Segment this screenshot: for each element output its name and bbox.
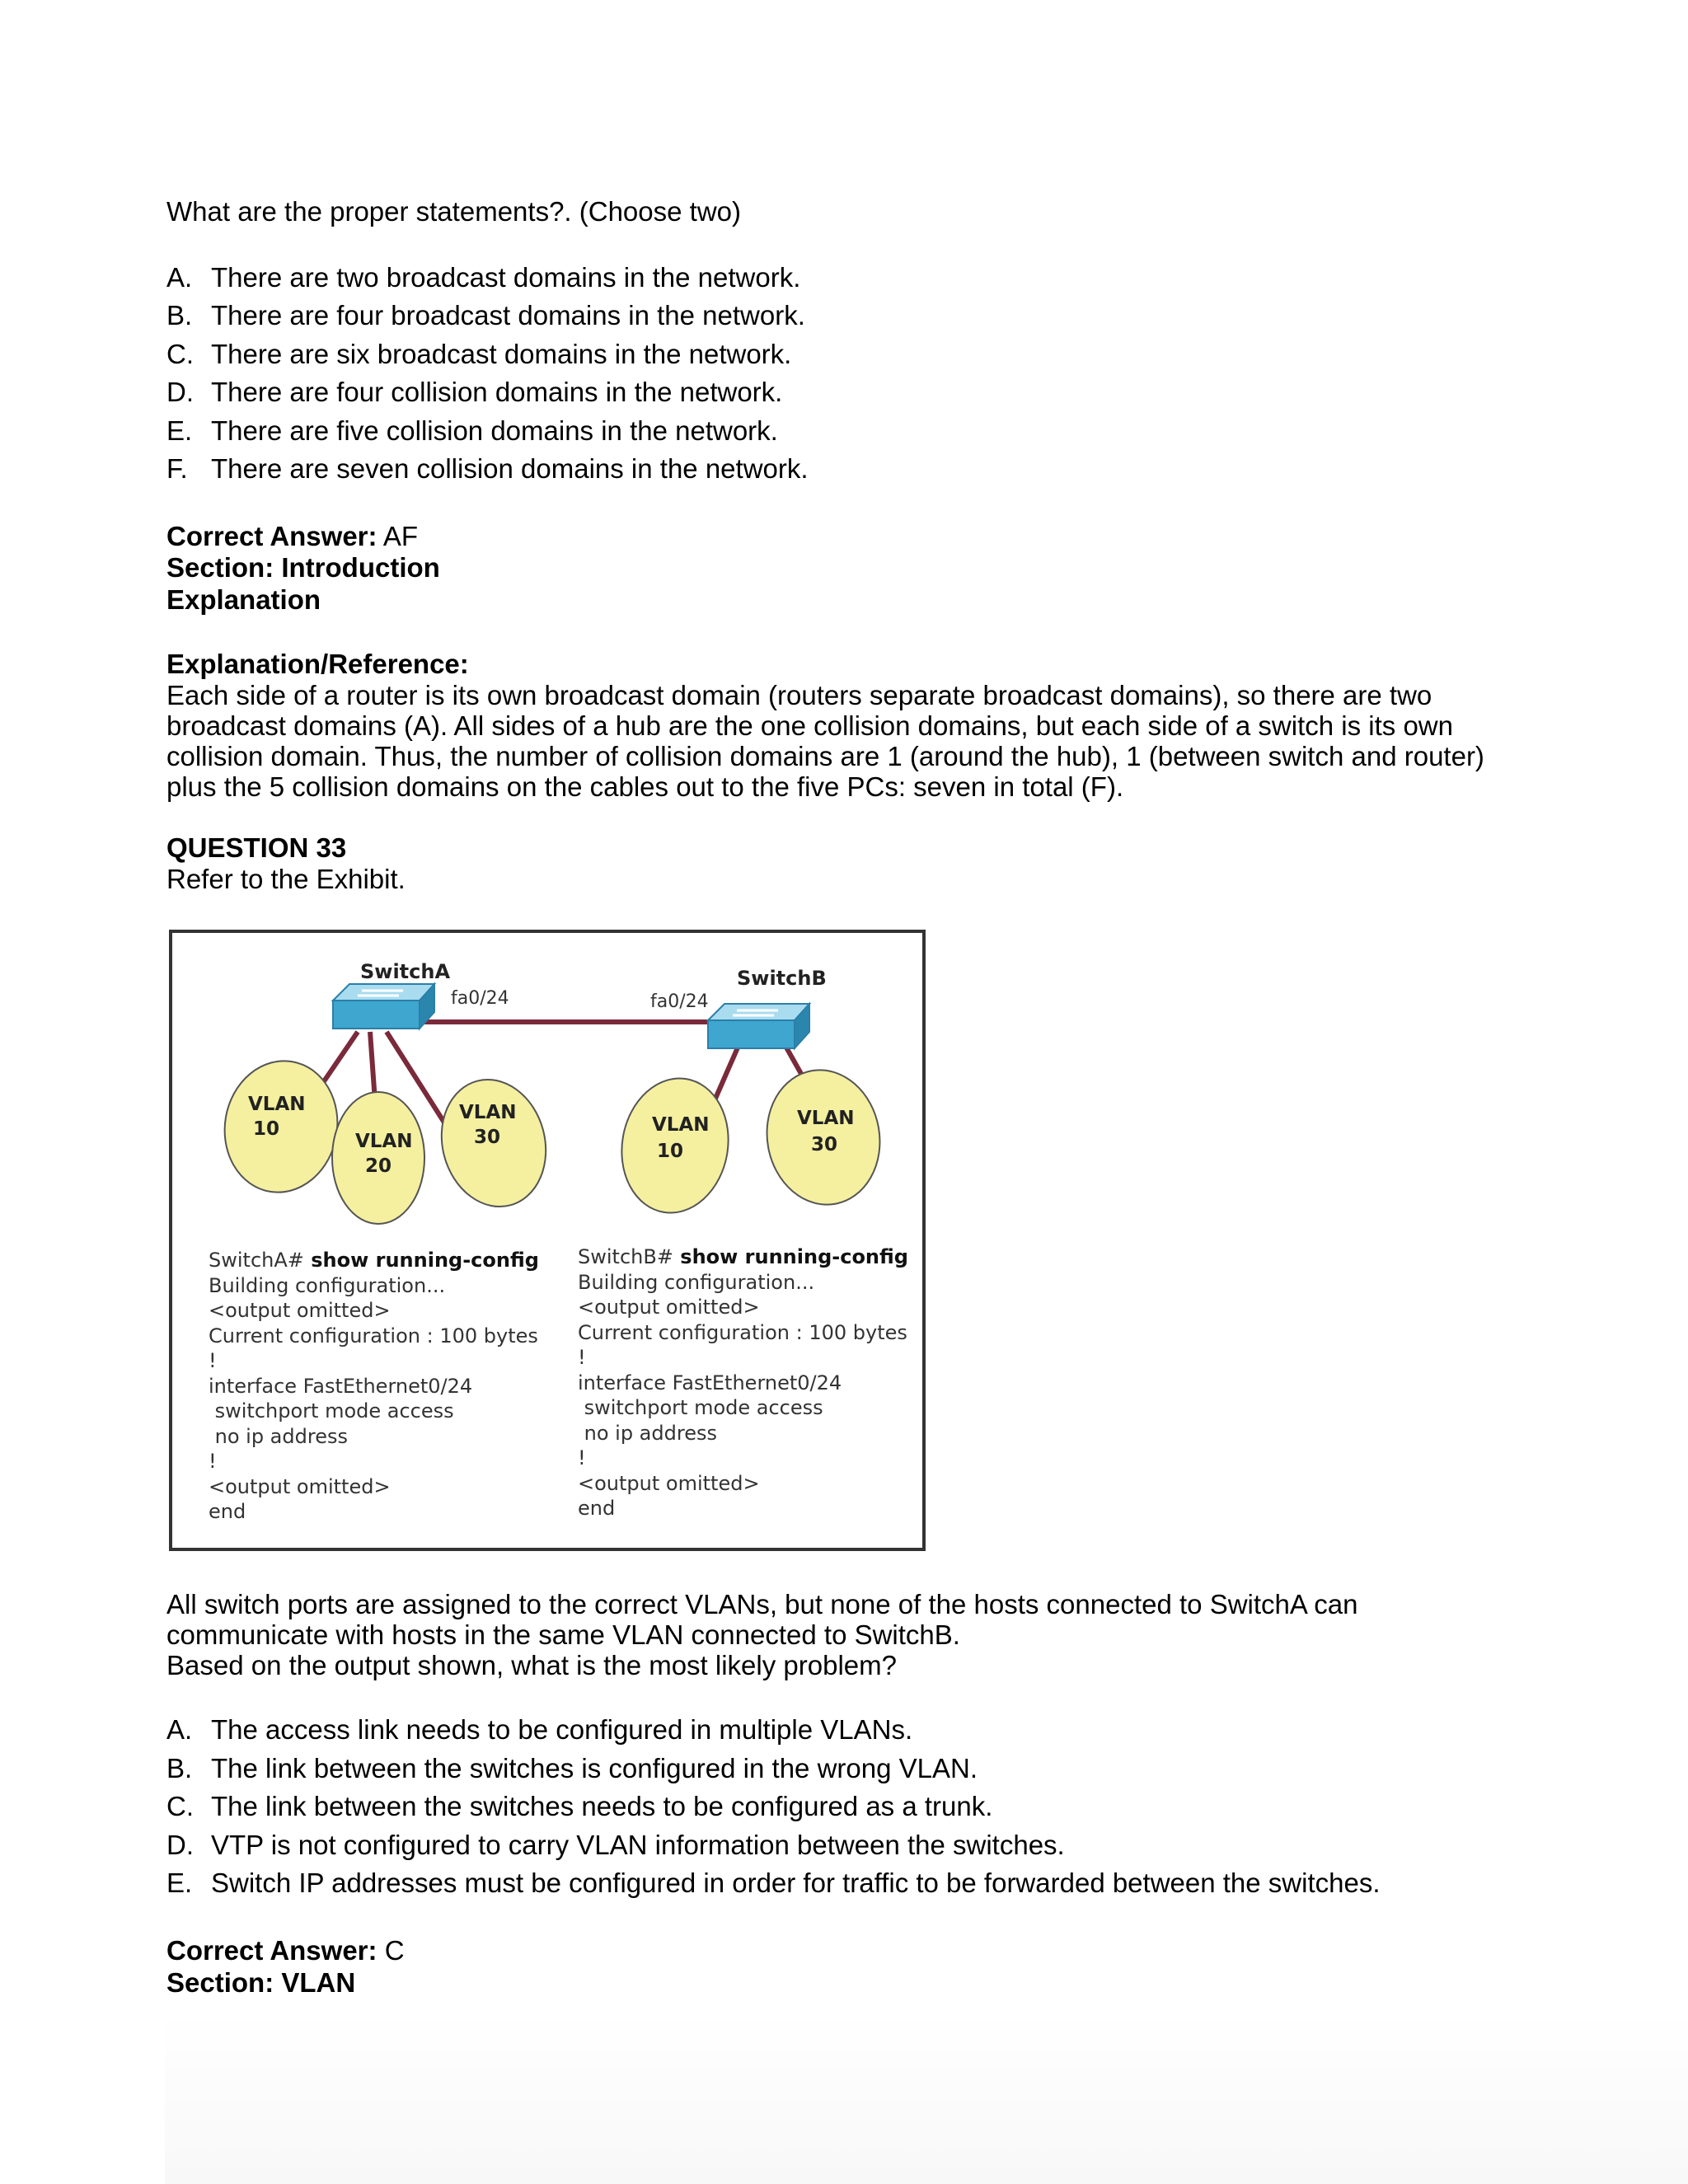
q32-reference-heading: Explanation/Reference: (166, 649, 469, 679)
q32-option-d: D. There are four collision domains in the network. (166, 377, 783, 407)
switch-a-config: SwitchA# show running-config Building configuration... <output omitted> Current configuration : 100 bytes ! interface FastEthernet0/24 switchport mode access no ip address ! <output omitted> end (209, 1249, 539, 1523)
switch-b-icon (708, 1004, 809, 1048)
q33-scenario: All switch ports are assigned to the correct VLANs, but none of the hosts connected to SwitchA can communicate with hosts in the same VLAN connected to SwitchB. Based on the output shown, what is the most likely problem? (166, 1589, 1358, 1680)
q33-option-c: C. The link between the switches needs to be configured as a trunk. (166, 1791, 993, 1821)
q32-prompt: What are the proper statements?. (Choose two) (166, 196, 741, 227)
q32-option-b: B. There are four broadcast domains in the network. (166, 300, 805, 330)
q33-correct-answer: Correct Answer: C (166, 1935, 405, 1966)
q33-title: QUESTION 33 (166, 832, 347, 863)
page-shade (165, 2011, 1688, 2184)
svg-text:VLAN: VLAN (355, 1131, 413, 1152)
link-b-vlan10 (712, 1040, 741, 1106)
svg-text:10: 10 (657, 1141, 684, 1162)
svg-text:10: 10 (253, 1118, 280, 1140)
q33-option-a: A. The access link needs to be configured in multiple VLANs. (166, 1714, 913, 1745)
switch-a-port: fa0/24 (451, 988, 509, 1009)
q33-option-d: D. VTP is not configured to carry VLAN information between the switches. (166, 1830, 1065, 1860)
q33-intro: Refer to the Exhibit. (166, 864, 406, 894)
switch-b-port: fa0/24 (650, 991, 709, 1012)
q32-option-e: E. There are five collision domains in the network. (166, 415, 778, 446)
vlan-bubble-a-30 (428, 1068, 560, 1219)
svg-text:VLAN: VLAN (652, 1114, 710, 1136)
q32-section: Section: Introduction (166, 552, 440, 583)
switch-b-label: SwitchB (737, 967, 827, 990)
q33-option-b: B. The link between the switches is configured in the wrong VLAN. (166, 1753, 978, 1783)
switch-b-config: SwitchB# show running-config Building configuration... <output omitted> Current configuration : 100 bytes ! interface FastEthernet0/24 switchport mode access no ip address ! <output omitted> end (578, 1245, 908, 1520)
switch-a-label: SwitchA (360, 960, 451, 983)
q32-reference-text: Each side of a router is its own broadcast domain (routers separate broadcast domains), so there are two broadcast domains (A). All sides of a hub are the one collision domains, but each side of a switch is its own collision domain. Thus, the number of collision domains are 1 (around the hub), 1 (between switch and router) plus the 5 collision domains on the cables out to the five PCs: seven in total (F). (166, 680, 1484, 802)
vlan-bubble-b-30 (757, 1061, 890, 1213)
q32-explanation-heading: Explanation (166, 584, 321, 615)
q33-option-e: E. Switch IP addresses must be configured in order for traffic to be forwarded between the switches. (166, 1868, 1381, 1898)
q32-option-f: F. There are seven collision domains in the network. (166, 453, 809, 484)
exhibit-figure (169, 930, 926, 1551)
svg-text:VLAN: VLAN (459, 1102, 517, 1123)
svg-text:30: 30 (474, 1127, 501, 1148)
q32-correct-answer: Correct Answer: AF (166, 521, 419, 551)
vlan-bubble-a-20 (332, 1092, 424, 1224)
svg-text:VLAN: VLAN (248, 1094, 306, 1115)
q32-option-a: A. There are two broadcast domains in the network. (166, 262, 801, 293)
svg-text:20: 20 (365, 1155, 392, 1177)
svg-text:VLAN: VLAN (797, 1108, 855, 1129)
svg-text:30: 30 (811, 1134, 838, 1155)
q33-section: Section: VLAN (166, 1967, 356, 1998)
switch-a-icon (333, 984, 434, 1029)
q32-option-c: C. There are six broadcast domains in the network. (166, 339, 792, 369)
